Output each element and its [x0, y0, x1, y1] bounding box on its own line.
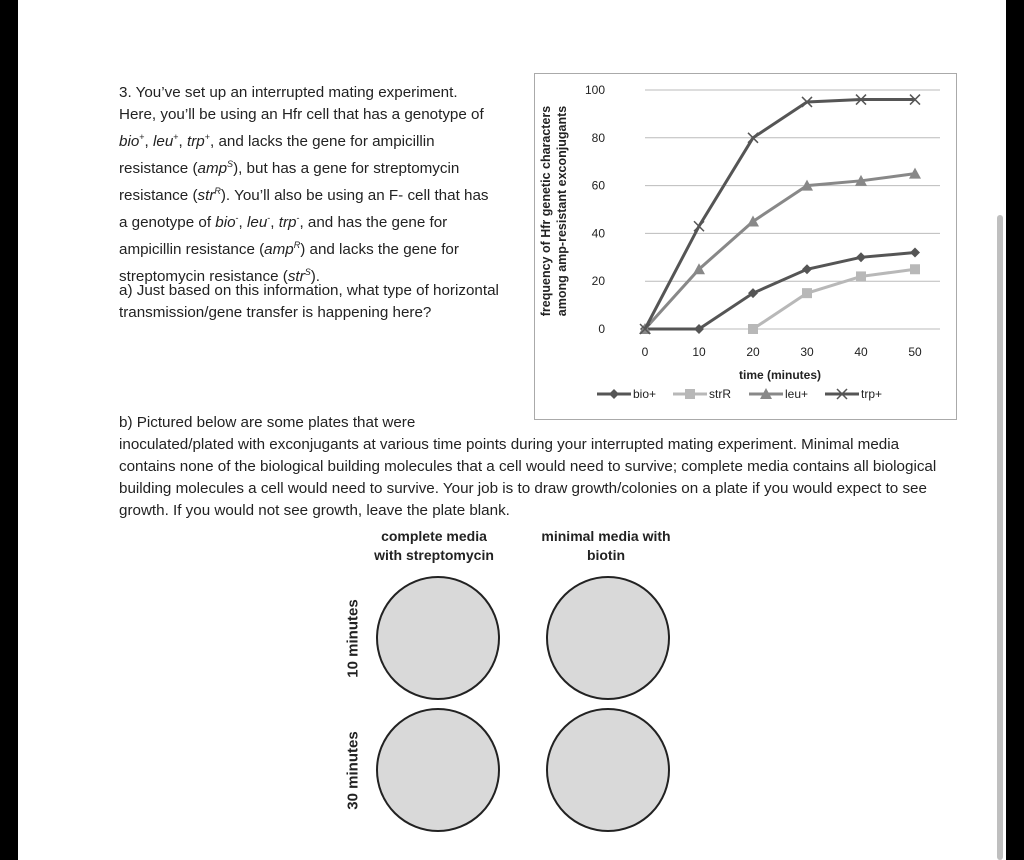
column-header-complete-media: [364, 527, 504, 565]
series-line-strR: [753, 269, 915, 329]
intro-line: ampicillin resistance (amp$^R$) and lacks the gene for: [119, 240, 459, 259]
data-point-strR: [748, 324, 758, 334]
y-tick-label: 100: [584, 83, 605, 97]
x-tick-label: 10: [692, 345, 706, 359]
question-intro: [119, 82, 519, 288]
column-header-line: with streptomycin: [374, 547, 494, 563]
y-tick-label: 20: [591, 274, 605, 289]
intro-line: streptomycin resistance (str$^S$).: [119, 267, 320, 286]
y-axis-title: frequency of Hfr genetic characters: [539, 105, 553, 317]
x-tick-label: 0: [641, 345, 649, 359]
plate-complete-10min[interactable]: [376, 576, 500, 700]
data-point-strR: [856, 271, 866, 281]
x-tick-label: 50: [908, 345, 922, 359]
legend-label: bio+: [633, 387, 657, 401]
document-page: [18, 0, 1006, 860]
x-tick-label: 30: [800, 345, 814, 359]
part-b-first-line: b) Pictured below are some plates that were: [119, 414, 416, 431]
x-tick-label: 20: [746, 345, 760, 359]
series-line-bio+: [645, 253, 915, 329]
x-tick-label: 40: [854, 345, 868, 359]
plate-minimal-10min[interactable]: [546, 576, 670, 700]
data-point-bio+: [802, 264, 812, 274]
intro-line: 3. You’ve set up an interrupted mating experiment.: [119, 84, 458, 101]
legend-label: trp+: [861, 387, 883, 401]
data-point-bio+: [910, 248, 920, 258]
column-header-line: biotin: [586, 547, 626, 563]
data-point-bio+: [856, 252, 866, 262]
data-point-strR: [802, 288, 812, 298]
y-tick-label: 80: [591, 130, 605, 145]
row-label-30-minutes: 30 minutes: [344, 731, 362, 810]
column-header-minimal-media: [531, 527, 681, 565]
y-tick-label: 40: [591, 226, 605, 241]
intro-line: resistance (amp$^S$), but has a gene for streptomycin: [119, 159, 460, 178]
chart-svg: [535, 74, 956, 419]
y-tick-label: 0: [598, 322, 605, 336]
column-header-line: complete media: [381, 528, 487, 544]
column-header-line: minimal media with: [541, 528, 671, 544]
series-line-trp+: [645, 100, 915, 329]
intro-line: a genotype of bio-, leu-, trp-, and has the gene for: [119, 213, 448, 232]
plate-complete-30min[interactable]: [376, 708, 500, 832]
row-label-10-minutes: 10 minutes: [344, 599, 362, 678]
data-point-strR: [910, 264, 920, 274]
legend-label: leu+: [785, 387, 809, 401]
intro-line: resistance (str$^R$). You’ll also be using an F- cell that has: [119, 186, 489, 205]
legend-marker-bio+: [609, 389, 619, 399]
y-axis-title: among amp-resistant exconjugants: [555, 105, 569, 317]
intro-line: Here, you’ll be using an Hfr cell that has a genotype of: [119, 106, 484, 123]
question-part-b: [119, 412, 959, 522]
legend-label: strR: [709, 387, 731, 401]
question-part-a: a) Just based on this information, what type of horizontal transmission/gene transfer is happening here?: [119, 282, 499, 321]
legend-marker-strR: [685, 389, 695, 399]
x-axis-title: time (minutes): [738, 368, 822, 382]
y-tick-label: 60: [591, 178, 605, 193]
intro-line: bio+, leu+, trp+, and lacks the gene for ampicillin: [119, 132, 435, 151]
part-b-body: inoculated/plated with exconjugants at various time points during your interrupted mating experiment. Minimal media contains none of the biological building molecules that a cell would need to survive; complete media contains all biological building molecules a cell would need to survive. Your job is to draw growth/colonies on a plate if you would expect to see growth. If you would not see growth, leave the plate blank.: [119, 436, 937, 519]
line-chart: [534, 73, 957, 420]
plate-minimal-30min[interactable]: [546, 708, 670, 832]
scrollbar[interactable]: [997, 215, 1003, 860]
